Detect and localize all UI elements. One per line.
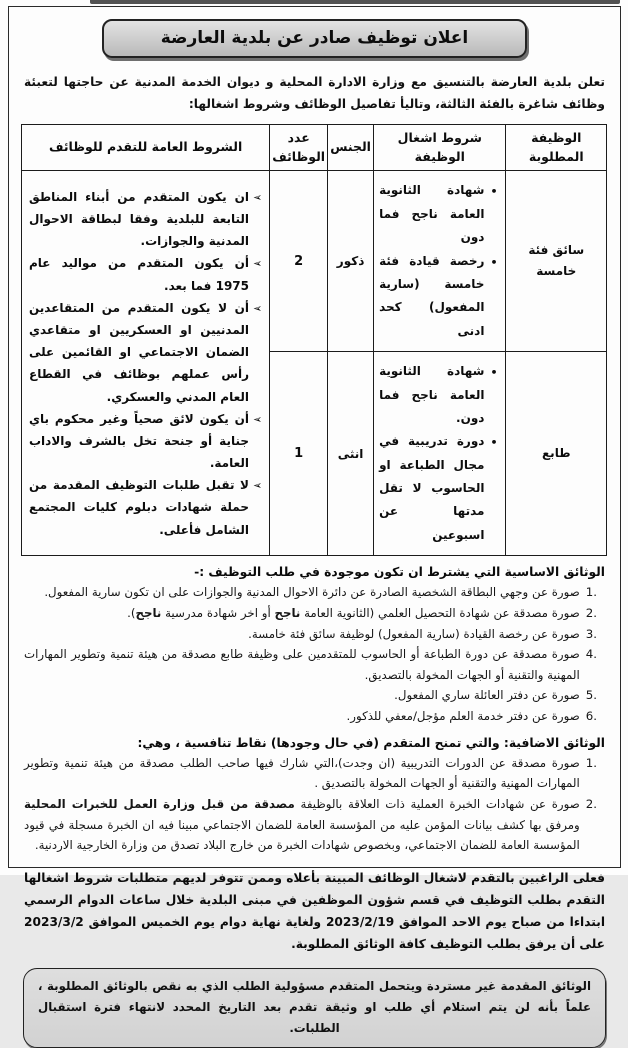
- item-text: صورة عن شهادات الخبرة العملية ذات العلاقة بالوظيفة مصدقة من قبل وزارة العمل للخبرات المحلية ومرفق بها كشف بيانات المؤمن عليه من المؤسسة العامة للضمان الاجتماعي مبينا فيه ان الخبرة مسجلة في قيود المؤسسة العامة للضمان الاجتماعي، وبخصوص شهادات الخبرة من خارج البلاد تصدق من وزارة الخارجية الاردنية.: [24, 797, 580, 853]
- additional-documents-section: [24, 736, 605, 856]
- end-date: 2023/3/2: [24, 914, 84, 929]
- item-text: صورة عن وجهي البطاقة الشخصية الصادرة عن دائرة الاحوال المدنية والجوازات على ان تكون سارية المفعول.: [44, 585, 580, 600]
- footer-note-box: [23, 968, 606, 1048]
- header-count: عدد الوظائف: [270, 124, 328, 171]
- jobs-table: [21, 124, 607, 556]
- basic-documents-heading: الوثائق الاساسية التي يشترط ان تكون موجودة في طلب التوظيف :-: [194, 565, 605, 580]
- requirement-text: رخصة قيادة فئة خامسة (سارية المفعول) كحد ادنى: [379, 253, 485, 338]
- title-box: [102, 19, 527, 58]
- start-date: 2023/2/19: [325, 914, 395, 929]
- arrow-bullet-icon: ➢: [253, 479, 263, 493]
- page-title: اعلان توظيف صادر عن بلدية العارضة: [160, 28, 469, 48]
- condition-item: [29, 186, 262, 253]
- condition-text: أن لا يكون المتقدم من المتقاعدين المدنيين او العسكريين او متقاعدي الضمان الاجتماعي او القائمين على رأس عملهم بوظائف في القطاع العام المدني والعسكري.: [29, 300, 249, 404]
- list-item: [24, 685, 597, 706]
- list-item: [24, 624, 597, 645]
- count-driver: 2: [270, 171, 328, 352]
- arrow-bullet-icon: ➢: [253, 190, 263, 204]
- item-number: 6.: [585, 709, 597, 724]
- header-general-conditions: الشروط العامة للتقدم للوظائف: [22, 124, 270, 171]
- requirements-typist: [374, 352, 506, 556]
- header-gender: الجنس: [328, 124, 374, 171]
- list-item: [24, 644, 597, 685]
- item-number: 3.: [585, 626, 597, 641]
- item-number: 4.: [585, 647, 597, 662]
- basic-documents-section: [24, 565, 605, 726]
- position-driver: سائق فئة خامسة: [506, 171, 607, 352]
- item-number: 2.: [585, 797, 597, 812]
- arrow-bullet-icon: ➢: [253, 257, 263, 271]
- scan-artifact: [90, 0, 620, 4]
- item-text: صورة مصدقة عن الدورات التدريبية (ان وجدت)،التي شارك فيها صاحب الطلب مصدقة من هيئة تنمية وتطوير المهارات المهنية والتقنية أو الجهات المخولة بالتصديق .: [24, 755, 580, 791]
- table-row: [22, 171, 607, 352]
- requirement-item: [379, 179, 497, 249]
- general-conditions-cell: [22, 171, 270, 556]
- list-item: [24, 794, 597, 856]
- requirement-item: [379, 360, 497, 430]
- header-position: الوظيفة المطلوبة: [506, 124, 607, 171]
- additional-documents-heading: الوثائق الاضافية: والتي تمنح المتقدم (في حال وجودها) نقاط تنافسية ، وهي:: [137, 735, 605, 750]
- page-frame: [8, 6, 621, 1036]
- requirement-item: [379, 430, 497, 547]
- footer-note-text: الوثائق المقدمة غير مستردة ويتحمل المتقدم مسؤولية الطلب الذي به نقص بالوثائق المطلوبة ، علماً بأنه لن يتم استلام أي طلب او وثيقة تقدم بعد التاريخ المحدد لانتهاء فترة استقبال الطلبات.: [38, 978, 591, 1036]
- item-text: صورة عن دفتر خدمة العلم مؤجل/معفي للذكور.: [346, 709, 580, 724]
- gender-typist: انثى: [328, 352, 374, 556]
- requirements-driver: [374, 171, 506, 352]
- position-typist: طابع: [506, 352, 607, 556]
- condition-item: [29, 297, 262, 408]
- item-number: 2.: [585, 605, 597, 620]
- bullet-icon: •: [490, 255, 498, 269]
- requirement-text: شهادة الثانوية العامة ناجح فما دون.: [379, 364, 485, 425]
- condition-text: أن يكون لائق صحياً وغير محكوم باي جناية أو جنحة تخل بالشرف والاداب العامة.: [29, 411, 249, 471]
- gender-driver: ذكور: [328, 171, 374, 352]
- bullet-icon: •: [490, 366, 498, 380]
- condition-item: [29, 252, 262, 296]
- list-item: [24, 582, 597, 603]
- intro-paragraph: تعلن بلدية العارضة بالتنسيق مع وزارة الادارة المحلية و ديوان الخدمة المدنية عن حاجتها لتعبئة وظائف شاغرة بالفئة الثالثة، وتاليأ تفاصيل الوظائف وشروط اشغالها:: [24, 75, 605, 111]
- condition-text: أن يكون المتقدم من مواليد عام 1975 فما بعد.: [29, 256, 249, 293]
- bullet-icon: •: [490, 185, 498, 199]
- list-item: [24, 753, 597, 794]
- header-requirements: شروط اشغال الوظيفة: [374, 124, 506, 171]
- condition-item: [29, 408, 262, 475]
- item-text: صورة مصدقة عن شهادة التحصيل العلمي (الثانوية العامة ناجح أو اخر شهادة مدرسية ناجح).: [127, 605, 580, 620]
- item-text: صورة مصدقة عن دورة الطباعة أو الحاسوب للمتقدمين على وظيفة طابع مصدقة من هيئة تنمية وتطوير المهارات المهنية والتقنية أو الجهات المخولة بالتصديق.: [24, 647, 580, 682]
- list-item: [24, 603, 597, 624]
- count-typist: 1: [270, 352, 328, 556]
- item-text: صورة عن رخصة القيادة (سارية المفعول) لوظيفة سائق فئة خامسة.: [248, 626, 580, 641]
- bullet-icon: •: [490, 436, 498, 450]
- arrow-bullet-icon: ➢: [253, 301, 263, 315]
- item-number: 1.: [585, 585, 597, 600]
- condition-text: لا تقبل طلبات التوظيف المقدمة من حملة شهادات دبلوم كليات المجتمع الشامل فأعلى.: [29, 478, 249, 537]
- requirement-item: [379, 250, 497, 344]
- item-text: صورة عن دفتر العائلة ساري المفعول.: [394, 688, 580, 703]
- arrow-bullet-icon: ➢: [253, 412, 263, 426]
- item-number: 5.: [585, 688, 597, 703]
- condition-item: [29, 474, 262, 541]
- requirement-text: دورة تدريبية في مجال الطباعة او الحاسوب لا تقل مدتها عن اسبوعين: [379, 434, 485, 542]
- table-header-row: [22, 124, 607, 171]
- requirement-text: شهادة الثانوية العامة ناجح فما دون: [379, 183, 485, 245]
- item-number: 1.: [585, 755, 597, 770]
- condition-text: ان يكون المتقدم من أبناء المناطق التابعة للبلدية وفقا لبطاقة الاحوال المدنية والجوازات.: [29, 189, 249, 249]
- list-item: [24, 706, 597, 727]
- application-instructions-paragraph: فعلى الراغبين بالتقدم لاشغال الوظائف المبينة بأعلاه وممن تتوفر لديهم متطلبات شروط اشغالها التقدم بطلب التوظيف في قسم شؤون الموظفين في مبنى البلدية خلال ساعات الدوام الرسمي ابتداءا من صباح يوم الاحد الموافق 2023/2/19 ولغاية نهاية دوام يوم الخميس الموافق 2023/3/2 على أن يرفق بطلب التوظيف كافة الوثائق المطلوبة.: [24, 870, 605, 951]
